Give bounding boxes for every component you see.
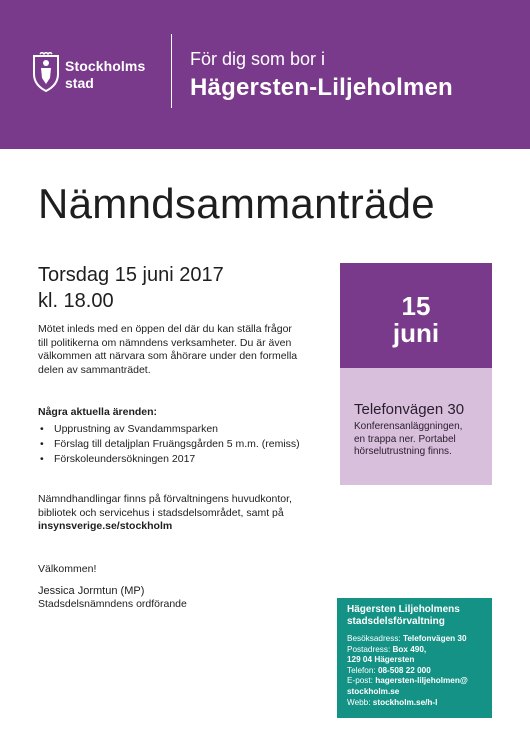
welcome-text: Välkommen! [38, 563, 97, 575]
meeting-datetime [38, 262, 224, 314]
contact-value: stockholm.se/h-l [372, 697, 438, 707]
venue-detail-line: en trappa ner. Portabel [354, 433, 456, 445]
district-name: Hägersten-Liljeholmen [190, 74, 453, 101]
contact-info [347, 634, 492, 708]
venue-detail-line: hörselutrustning finns. [354, 446, 452, 457]
venue-street: Telefonvägen 30 [354, 401, 465, 418]
closing-section [38, 563, 338, 612]
contact-post-address-line2 [347, 655, 492, 666]
contact-label: Postadress: [347, 644, 393, 654]
documents-paragraph [38, 493, 338, 534]
date-box [340, 263, 492, 368]
contact-label: Besöksadress: [347, 634, 403, 643]
stockholm-stad-logo [32, 52, 172, 98]
intro-line: Mötet inleds med en öppen del där du kan ställa frågor [38, 323, 292, 335]
contact-visit-address [347, 634, 492, 645]
contact-value: Telefonvägen 30 [402, 634, 467, 643]
contact-value: hagersten-liljeholmen@ [375, 676, 468, 686]
list-item: • Upprustning av Svandammsparken [38, 422, 338, 437]
meeting-time: kl. 18.00 [38, 290, 114, 312]
header-divider [171, 34, 172, 108]
contact-label: Webb: [347, 697, 373, 707]
list-item: • Förslag till detaljplan Fruängsgården 5 m.m. (remiss) [38, 437, 338, 452]
intro-paragraph [38, 323, 338, 377]
contact-phone [347, 666, 492, 677]
header-subtitle: För dig som bor i [190, 49, 326, 69]
topics-heading: Några aktuella ärenden: [38, 406, 158, 418]
list-item: • Förskoleundersökningen 2017 [38, 452, 338, 467]
venue-detail-line: Konferensanläggningen, [354, 421, 463, 432]
contact-value: 08-508 22 000 [377, 665, 431, 675]
contact-label: Telefon: [347, 665, 378, 675]
contact-post-address [347, 645, 492, 656]
intro-line: delen av sammanträdet. [38, 363, 151, 376]
contact-web[interactable] [347, 698, 492, 709]
crest-icon [32, 52, 60, 92]
contact-box [337, 598, 492, 718]
contact-value: 129 04 Hägersten [347, 655, 415, 665]
documents-link[interactable]: insynsverige.se/stockholm [38, 520, 173, 532]
page-title: Nämndsammanträde [38, 180, 435, 227]
signer-role: Stadsdelsnämndens ordförande [38, 598, 187, 610]
contact-org-line: Hägersten Liljeholmens [347, 604, 460, 615]
venue-details [354, 421, 486, 459]
venue-box [340, 368, 492, 485]
contact-email[interactable] [347, 676, 492, 687]
contact-org [347, 604, 492, 628]
contact-value: Box 490, [392, 644, 427, 654]
signer-name: Jessica Jormtun (MP) [38, 584, 145, 597]
date-box-month: juni [392, 318, 440, 348]
contact-org-line: stadsdelsförvaltning [347, 616, 445, 627]
intro-line: till politikerna om nämndens verksamheter. Du är även [38, 336, 292, 349]
topics-list [38, 422, 338, 467]
header-banner [0, 0, 530, 149]
contact-label: E-post: [347, 676, 376, 686]
documents-line: bibliotek och servicehus i stadsdelsområdet, samt på [38, 506, 284, 519]
logo-text-line2: stad [65, 75, 94, 91]
contact-value: stockholm.se [347, 686, 400, 696]
contact-email-line2[interactable] [347, 687, 492, 698]
logo-text-line1: Stockholms [65, 58, 146, 74]
date-box-day: 15 [401, 291, 431, 321]
topics-section [38, 406, 338, 467]
documents-line: Nämndhandlingar finns på förvaltningens huvudkontor, [38, 493, 292, 505]
meeting-date: Torsdag 15 juni 2017 [38, 264, 224, 286]
intro-line: välkommen att närvara som åhörare under den formella [38, 350, 298, 362]
